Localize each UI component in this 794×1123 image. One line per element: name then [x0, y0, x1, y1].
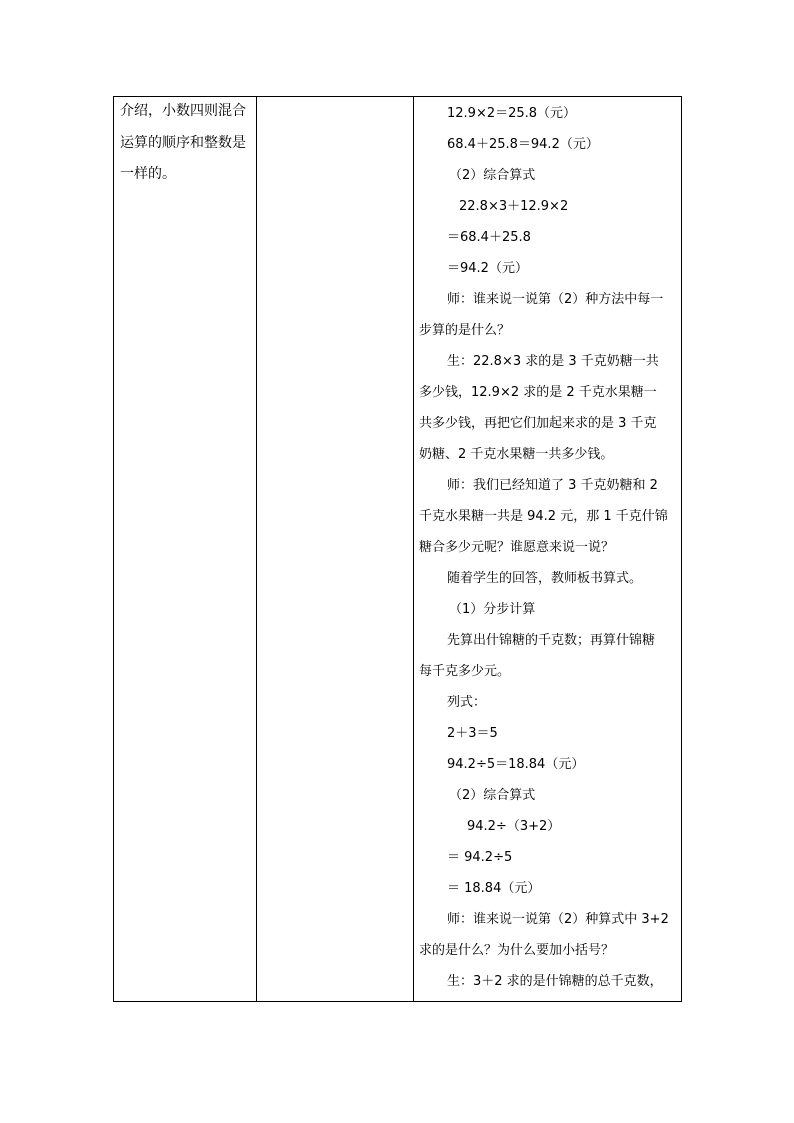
- narration-line: 先算出什锦糖的千克数；再算什锦糖: [447, 633, 656, 648]
- dialogue-line: 奶糖、2 千克水果糖一共多少钱。: [419, 447, 614, 462]
- dialogue-line: 师：谁来说一说第（2）种算式中 3+2: [447, 912, 669, 927]
- equation-line: 12.9×2＝25.8（元）: [447, 106, 577, 121]
- middle-cell: [256, 97, 413, 1001]
- dialogue-line: 共多少钱，再把它们加起来求的是 3 千克: [419, 416, 657, 431]
- narration-line: 随着学生的回答，教师板书算式。: [447, 571, 643, 586]
- dialogue-line: 求的是什么？为什么要加小括号？: [419, 943, 615, 958]
- right-cell: [413, 97, 683, 1001]
- narration-line: 每千克多少元。: [419, 664, 511, 679]
- equation-line: ＝94.2（元）: [447, 261, 528, 276]
- equation-line: 22.8×3＋12.9×2: [459, 199, 569, 214]
- equation-line: ＝ 18.84（元）: [447, 881, 541, 896]
- equation-line: ＝ 94.2÷5: [447, 850, 513, 865]
- dialogue-line: 千克水果糖一共是 94.2 元，那 1 千克什锦: [419, 509, 668, 524]
- dialogue-line: 师：我们已经知道了 3 千克奶糖和 2: [447, 478, 658, 493]
- equation-line: 68.4＋25.8＝94.2（元）: [447, 137, 599, 152]
- dialogue-line: 糖合多少元呢？谁愿意来说一说？: [419, 540, 615, 555]
- section-heading: （1）分步计算: [449, 602, 536, 617]
- dialogue-line: 步算的是什么？: [419, 323, 511, 338]
- dialogue-line: 多少钱，12.9×2 求的是 2 千克水果糖一: [419, 385, 657, 400]
- dialogue-line: 生：3＋2 求的是什锦糖的总千克数，: [447, 974, 663, 989]
- narration-line: 列式：: [447, 695, 487, 710]
- left-cell: [114, 97, 256, 1001]
- equation-line: 94.2÷5＝18.84（元）: [447, 757, 585, 772]
- left-text-line: 介绍，小数四则混合: [120, 103, 246, 119]
- left-text-line: 一样的。: [120, 166, 176, 182]
- section-heading: （2）综合算式: [449, 788, 536, 803]
- section-heading: （2）综合算式: [449, 168, 536, 183]
- dialogue-line: 生：22.8×3 求的是 3 千克奶糖一共: [447, 354, 659, 369]
- equation-line: 94.2÷（3+2）: [467, 819, 561, 834]
- equation-line: 2＋3＝5: [447, 726, 498, 741]
- left-text-line: 运算的顺序和整数是: [120, 135, 246, 151]
- equation-line: ＝68.4＋25.8: [447, 230, 531, 245]
- dialogue-line: 师：谁来说一说第（2）种方法中每一: [447, 292, 664, 307]
- lesson-plan-table: [113, 96, 682, 1002]
